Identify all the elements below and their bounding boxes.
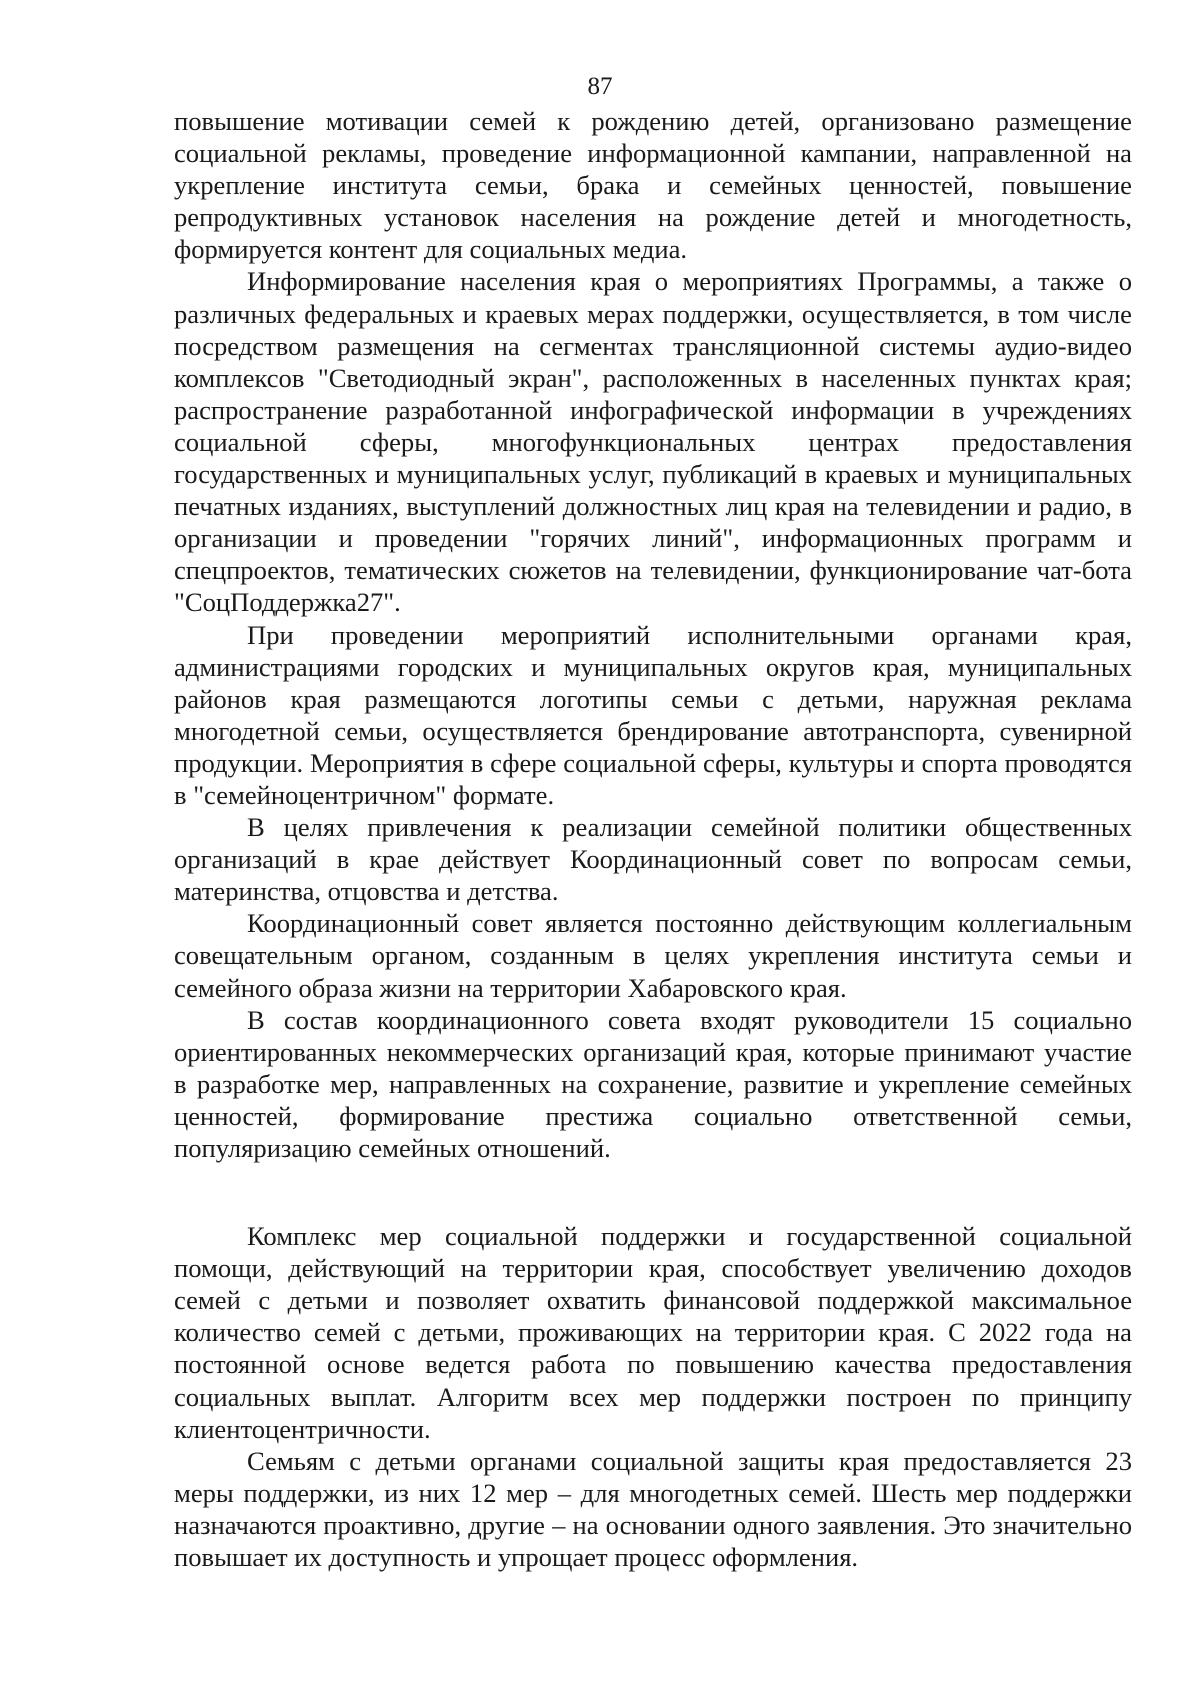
paragraph-1: повышение мотивации семей к рождению детей, организовано размещение социальной рекламы, проведение информационной кампании, направленной на укрепление института семьи, брака и семейных ценностей, повышение репродуктивных установок населения на рождение детей и многодетность, формируется контент для социальных медиа. — [174, 106, 1132, 265]
paragraph-8: Семьям с детьми органами социальной защиты края предоставляется 23 меры поддержки, из них 12 мер – для многодетных семей. Шесть мер поддержки назначаются проактивно, другие – на основании одного заявления. Это значительно повышает их доступность и упрощает процесс оформления. — [174, 1445, 1132, 1573]
paragraph-6: В состав координационного совета входят руководители 15 социально ориентированных некоммерческих организаций края, которые принимают участие в разработке мер, направленных на сохранение, развитие и укрепление семейных ценностей, формирование престижа социально ответственной семьи, популяризацию семейных отношений. — [174, 1004, 1132, 1163]
paragraph-3: При проведении мероприятий исполнительными органами края, администрациями городских и муниципальных округов края, муниципальных районов края размещаются логотипы семьи с детьми, наружная реклама многодетной семьи, осуществляется брендирование автотранспорта, сувенирной продукции. Мероприятия в сфере социальной сферы, культуры и спорта проводятся в "семейноцентричном" формате. — [174, 619, 1132, 810]
paragraph-4: В целях привлечения к реализации семейной политики общественных организаций в крае действует Координационный совет по вопросам семьи, материнства, отцовства и детства. — [174, 812, 1132, 907]
document-body — [174, 105, 1132, 1573]
paragraph-5: Координационный совет является постоянно действующим коллегиальным совещательным органом, созданным в целях укрепления института семьи и семейного образа жизни на территории Хабаровского края. — [174, 908, 1132, 1003]
paragraph-7: Комплекс мер социальной поддержки и государственной социальной помощи, действующий на территории края, способствует увеличению доходов семей с детьми и позволяет охватить финансовой поддержкой максимальное количество семей с детьми, проживающих на территории края. С 2022 года на постоянной основе ведется работа по повышению качества предоставления социальных выплат. Алгоритм всех мер поддержки построен по принципу клиентоцентричности. — [174, 1221, 1132, 1444]
page-number: 87 — [587, 73, 613, 100]
paragraph-2: Информирование населения края о мероприятиях Программы, а также о различных федеральных и краевых мерах поддержки, осуществляется, в том числе посредством размещения на сегментах трансляционной системы аудио-видео комплексов "Светодиодный экран", расположенных в населенных пунктах края; распространение разработанной инфографической информации в учреждениях социальной сферы, многофункциональных центрах предоставления государственных и муниципальных услуг, публикаций в краевых и муниципальных печатных изданиях, выступлений должностных лиц края на телевидении и радио, в организации и проведении "горячих линий", информационных программ и спецпроектов, тематических сюжетов на телевидении, функционирование чат-бота "СоцПоддержка27". — [174, 266, 1132, 618]
